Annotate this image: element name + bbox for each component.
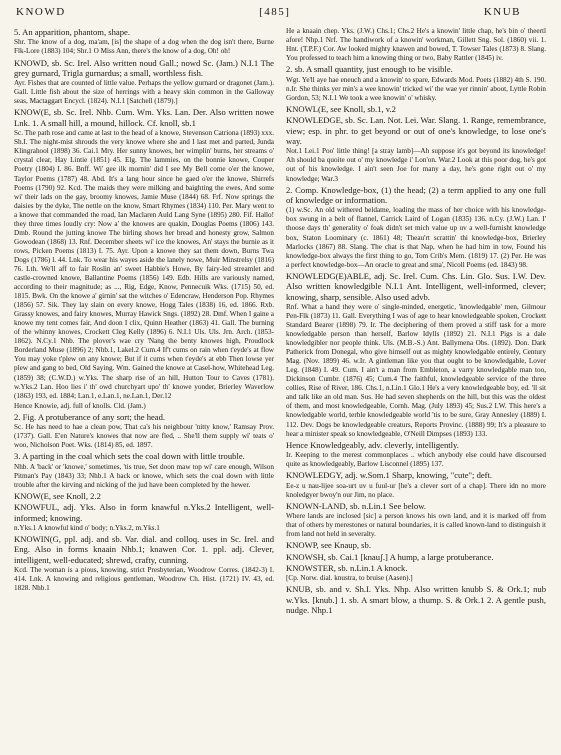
dictionary-entry-text: Hence Knowie, adj. full of knolls. Cld. (Jam.) — [14, 401, 146, 410]
dictionary-entry-text: Wgt. Ye'll aye hae eneuch and a knowin' to spare, Edwards Mod. Poets (1882) 4th S. 190. n.Ir. She thinks yer min's a wee knowin' tricked wi' the wae yer rinnin' aboot, Lyttle Robin Gordon, 53; N.I.1 We took a wee knowin' o' whisky. — [286, 75, 546, 102]
dictionary-entry-headline: Hence Knowledgeably, adv. cleverly, intelligently. — [286, 439, 459, 450]
dictionary-entry-headline: 2. sb. A small quantity, just enough to be visible. — [286, 64, 453, 75]
page-number: [485] — [259, 6, 291, 18]
right-column — [286, 26, 546, 616]
dictionary-entry-text: Ee-z u nau-lijee soa-urt uv u fuul-ur [he's a clever sort of a chap]. There idn no more knoledgyer bwoy'n our Jim, no place. — [286, 481, 546, 499]
dictionary-entry-headline: KNOWSH, sb. Cai.1 [knauʃ.] A hump, a large protuberance. — [286, 551, 494, 562]
dictionary-entry-text: Ir. Keeping to the merest commonplaces .. which anybody else could have discoursed quite as knowledgeably, Barlow Lisconnel (1895) 137. — [286, 451, 546, 469]
dictionary-entry-text: Ayr. Fishes that are counted of little value. Perhaps the yellow gurnard or dragonet (Jam.). Gall. Little fish about the size of herrings with a heavy skin common in the Galloway seas, Mactaggart Encycl. (1824). N.I.1 [Satchell (1879).] — [14, 79, 274, 106]
dictionary-entry-headline: 5. An apparition, phantom, shape. — [14, 27, 130, 37]
dictionary-entry-headline: 2. Comp. Knowledge-box, (1) the head; (2) a term applied to any one full of knowledge or information. — [286, 184, 546, 205]
dictionary-entry-text: Where lands are inclosed [sic] a person knows his own land, and it is marked off from that of others by merestones or natural boundaries, it is called known-land to distinguish it from land not held in severalty. — [286, 512, 546, 539]
dictionary-entry-headline: KNOWP, see Knaup, sb. — [286, 540, 371, 551]
dictionary-entry-text: Kcd. The woman is a pious, knowing, strict Presbyterian, Woodrow Corres. (1842-3) I. 414. Lnk. A knowing and religious gentleman, Woodrow Ch. Hist. (1721) IV. 43, ed. 1828. Nhb.1 — [14, 566, 274, 593]
dictionary-entry-headline: KNOWN-LAND, sb. n.Lin.1 See below. — [286, 500, 427, 511]
dictionary-entry-headline: 2. Fig. A protuberance of any sort; the head. — [14, 411, 166, 422]
left-column — [14, 26, 274, 616]
dictionary-entry-headline: KNOWLEDGE, sb. Sc. Lan. Not. Lei. War. Slang. 1. Range, remembrance, view; esp. in phr. to get beyond or out of one's knowledge, to lose one's way. — [286, 115, 546, 146]
dictionary-entry-headline: KNOWSTER, sb. n.Lin.1 A knock. — [286, 562, 408, 573]
dictionary-entry-text: Not.1 Lei.1 Poo' little thing! [a stray lamb]—Ah suppose it's got beyond its knowledge! Ah should ba quoite out o' my knowledge i' Lon'on. War.2 Look at this poor dog, he's got out of his knowledge. I ain't seen Joe for many a day, he's gone right out o' my knowledge; War.3 — [286, 147, 546, 183]
dictionary-entry-headline: KNOW(E, see Knoll, 2.2 — [14, 490, 101, 501]
dictionary-entry-headline: 3. A parting in the coal which sets the coal down with little trouble. — [14, 451, 245, 462]
dictionary-entry-headline: KNOWLEDG(E)ABLE, adj. Sc. Irel. Cum. Chs. Lin. Glo. Sus. I.W. Dev. Also written knowledgible N.I.1 Ant. Intelligent, well-informed, clever; knowing, sharp, sensible. Also used advb. — [286, 270, 546, 302]
dictionary-entry-text: Sc. The path rose and came at last to the head of a knowe, Stevenson Catriona (1893) xxx. Sh.I. The night-mist shrouds the very knowe where she and I last met and parted, Junda Klingrahool (1898) 36. Cai.1 Mry. Her sunny knowes, her wimplin' burns, her streams o' crystal clear, Hay Lintie (1851) 45. Elg. The lammies, on the bonnie knowe, Couper Poetry (1804) I. 86. Bnff. Wi' gee ilk mornin' did I see My Bell come o'er the knowe, Taylor Poems (1787) 48. Abd. It's a lang hour since he gaed o'er the knowe, Shirrefs Poems (1790) 92. Kcd. The maids they were milking and baighting the ewes, And some wi' their lads on the gay, broomy knowes, Jamie Muse (1844) 68. Frf. Now springs the daisies by the dyke, The nettle on the know, Smart Rhymes (1834) 110. Per. Mary went to a knowe that commanded the road, Ian Maclaren Auld Lang Syne (1895) 280. Fif. Hallo! they three times loudly cry: Now a' the knowes are quakin, Douglas Poems (1806) 143. Dmb. Round the jutting knowe The birling shows her bread and honesty grow, Salmon Gowodean (1868) 13. Rnf. December sheets wi' ice the knowes, An' stays the burnie as it rows, Picken Poems (1813) I. 75. Ayr. Upon a knowe they sat them down, Burns Twa Dogs (1786) l. 44. Lnk. To wear his wayes aside the lanely nowe, Muir Minstrelsy (1816) 76. Lth. We'll aff to fair Roslin an' sweet Habbie's Howe, By fairy-led streamlet and castle-crowned knowe, Ballantine Poems (1856) 149. Edb. Hills are variously named, according to their magnitude; as ..., Rig, Edge, Know, Pennecuik Wks. (1715) 50, ed. 1815. Bwk. On the knowe a' girnin' sat the witches o' Edencraw, Henderson Pop. Rhymes (1856) 57. Sik. They lay slain on every knowe, Hogg Tales (1838) 16, ed. 1866. Rxb. Grassy knowes, and fairy knowes, Murray Hawick Sngs. (1892) 28. Dmf. When I gaine a knowe my tent comes fair, And doon I clix, Quinn Heather (1863) 41. Gall. The burning of the whinny knowes, Crockett Cleg Kelly (1896) 6. N.I.1 Uls. Uls. Jrn. Arch. (1853-1862). N.Cy.1 Nhb. The plover's wae cry 'Nang the benty knowes high, Proudlock Borderland Muse (1896) 2; Nhb.1, Lakel.2 Cum.4 If't cums on rain when t'eyde's at flow You may yoke t'plew on any knowe; But if it cums when t'eyde's at ebb Then lowse yer plew and gang to bed, Old Saying. Wm. Gained the knowe at Casel-how, Whitehead Leg. (1859) 38; (C.W.D.) w.Yks. The sharp rise of an hill, Hutton Tour to Caves (1781). w.Yks.2 Lan. Hoo lies i' th' owd churchyart upo' th' knowe yonder, Brierley Waverlow (1863) 193, ed. 1884; Lan.1, e.Lan.1, ne.Lan.1, Der.12 — [14, 129, 274, 400]
dictionary-entry-text: Shr. The know of a dog, ma'am, [is] the shape of a dog when the dog isn't there, Burne Flk-Lore (1883) 104; Shr.1 O Miss Ann, there's the know of a dog, Oh! oh! — [14, 38, 274, 56]
running-header — [14, 6, 547, 26]
text-columns — [14, 26, 547, 616]
dictionary-entry-headline: KNOWIN(G, ppl. adj. and sb. Var. dial. and colloq. uses in Sc. Irel. and Eng. Also in forms knaain Nhb.1; knawen Cor. 1. ppl. adj. Clever, intelligent, well-educated; shrewd, crafty, cunning. — [14, 534, 274, 565]
dictionary-entry-headline: KNOWLEDGY, adj. w.Som.1 Sharp, knowing, "cute"; deft. — [286, 470, 493, 481]
dictionary-entry-headline: KNOWD, sb. Sc. Irel. Also written noud Gall.; nowd Sc. (Jam.) N.I.1 The grey gurnard, Trigla gurnardus; a small, worthless fish. — [14, 57, 274, 78]
header-left-guide-word: KNOWD — [16, 6, 66, 18]
dictionary-entry-text: Nhb. A 'back' or 'knowe,' sometimes, 'tis true, Set doon maw top wi' care enough, Wilson Pitman's Pay (1843) 33; Nhb.1 A back or knowe, which sets the coal down with little trouble after the kirving and nicking of the jud have been completed by the hewer. — [14, 462, 274, 489]
dictionary-entry-headline: KNOWL(E, see Knoll, sb.1, v.2 — [286, 103, 396, 114]
dictionary-entry-text: n.Yks.1 A knowful kind o' body; n.Yks.2, m.Yks.1 — [14, 524, 160, 533]
dictionary-entry-text: Rnf. What a hand they were o' single-minded, energetic, 'knowledgable' men, Gilmour Pen-Flk (1873) 11. Gall. Everything I was of age to hear knowledgeable spoken, Crockett Standard Bearer (1898) 79. Ir. The deciphering of them proved a stiff task for a more knowledgable person than herself, Barlow Idylls (1892) 21. N.I.1 Pigs is a dale knowledgibler nor people think. Uls. (M.B.-S.) Ant. Ballymena Obs. (1892). Don. Dark Patherick from Donegal, who give himself out as mighty knowledgable entirely, Century Mag. (Nov. 1899) 46. w.Ir. A gintleman like you that ought to be knowledgable, Lover Leg. (1848) I. 49. Cum. I ain't a man from Embleton, a varry knowledgable man too, Dickinson Cumbr. (1876) 45; Cum.4 The faithful, knowledgeable service of the three collies, Rise of River, 186. Chs.1, n.Lin.1 Glo.1 He's a very knowledgeable boy, ed. 'll sit and talk like an old man. Sus. He had seven shepherds on the hill, but this was the oldest of them, and most knowledgeable, Cornh. Mag. (July 1893) 45; Sus.2 I.W. This here's a knowledgable world, terble knowledgeable world 'tis to be sure, Gray Annesley (1889) I. 112. Dev. Dogs be knowledgeable creaturs, Reports Provinc. (1888) 99; It's a pleasure to hear a minister speak so knowledgeable, O'Neill Dimpses (1893) 133. — [286, 302, 546, 438]
header-right-guide-word: KNUB — [483, 6, 521, 18]
dictionary-entry-text: [Cp. Norw. dial. knustra, to bruise (Aasen).] — [286, 574, 413, 583]
dictionary-entry-text: He a knaain chep. Yks. (J.W.) Chs.1; Chs.2 He's a knowin' little chap, he's bin o' theertl afore! Nhp.1 Nrf. The handiwork of a knowin' workman, Gillett Sng. Sol. (1860) vii. 1. Hnt. (T.P.F.) Cor. Aw looked mighty knawen and bowed, T. Towser Tales (1873) 8. Slang. You professed to teach him a knowing thing or two, Baby Rattler (1845) iv. — [286, 27, 546, 63]
dictionary-entry-text: (1) w.Sc. An old withered beldame, loading the mass of her choice with his knowledge-box swung in a belt of flannel, Carrick Laird of Logan (1835) 136. n.Cy. (J.W.) Lan. I' thoose days th' generality o' foak didn't set mich value up uv a well-furnisht knowledge box, Staton Loominary (c. 1861) 48; Theau'rt scrattin' thi knowledge-box, Brierley Marlocks (1867) 88. Slang. The chat is that Nap, when he had him in tow, Found his knowledge-box always the first thing to go, Tom Crib's Mem. (1819) 17. (2) Per. He was a perfect knowledge-box—An oracle to great and sma', Nicoll Poems (ed. 1843) 98. — [286, 206, 546, 269]
dictionary-entry-headline: KNOWFUL, adj. Yks. Also in form knawful n.Yks.2 Intelligent, well-informed; knowing. — [14, 502, 274, 523]
dictionary-entry-headline: KNUB, sb. and v. Sh.I. Yks. Nhp. Also written knubb S. & Ork.1; nub w.Yks. [knub.] 1. sb. A smart blow, a thump. S. & Ork.1 2. A gentle push, nudge. Nhp.1 — [286, 584, 546, 616]
dictionary-entry-headline: KNOW(E, sb. Sc. Irel. Nhb. Cum. Wm. Yks. Lan. Der. Also written nowe Lnk. 1. A small hill, a mound, hillock. Cf. knoll, sb.1 — [14, 107, 274, 128]
dictionary-entry-text: Sc. He has need to hae a clean pow, That ca's his neighbour 'nitty know,' Ramsay Prov. (1737). Gall. E'en Nature's knowes that now are fled, .. She'll them supply wi' teats o' woo, Nicholson Poet. Wks. (1814) 85, ed. 1897. — [14, 423, 274, 450]
